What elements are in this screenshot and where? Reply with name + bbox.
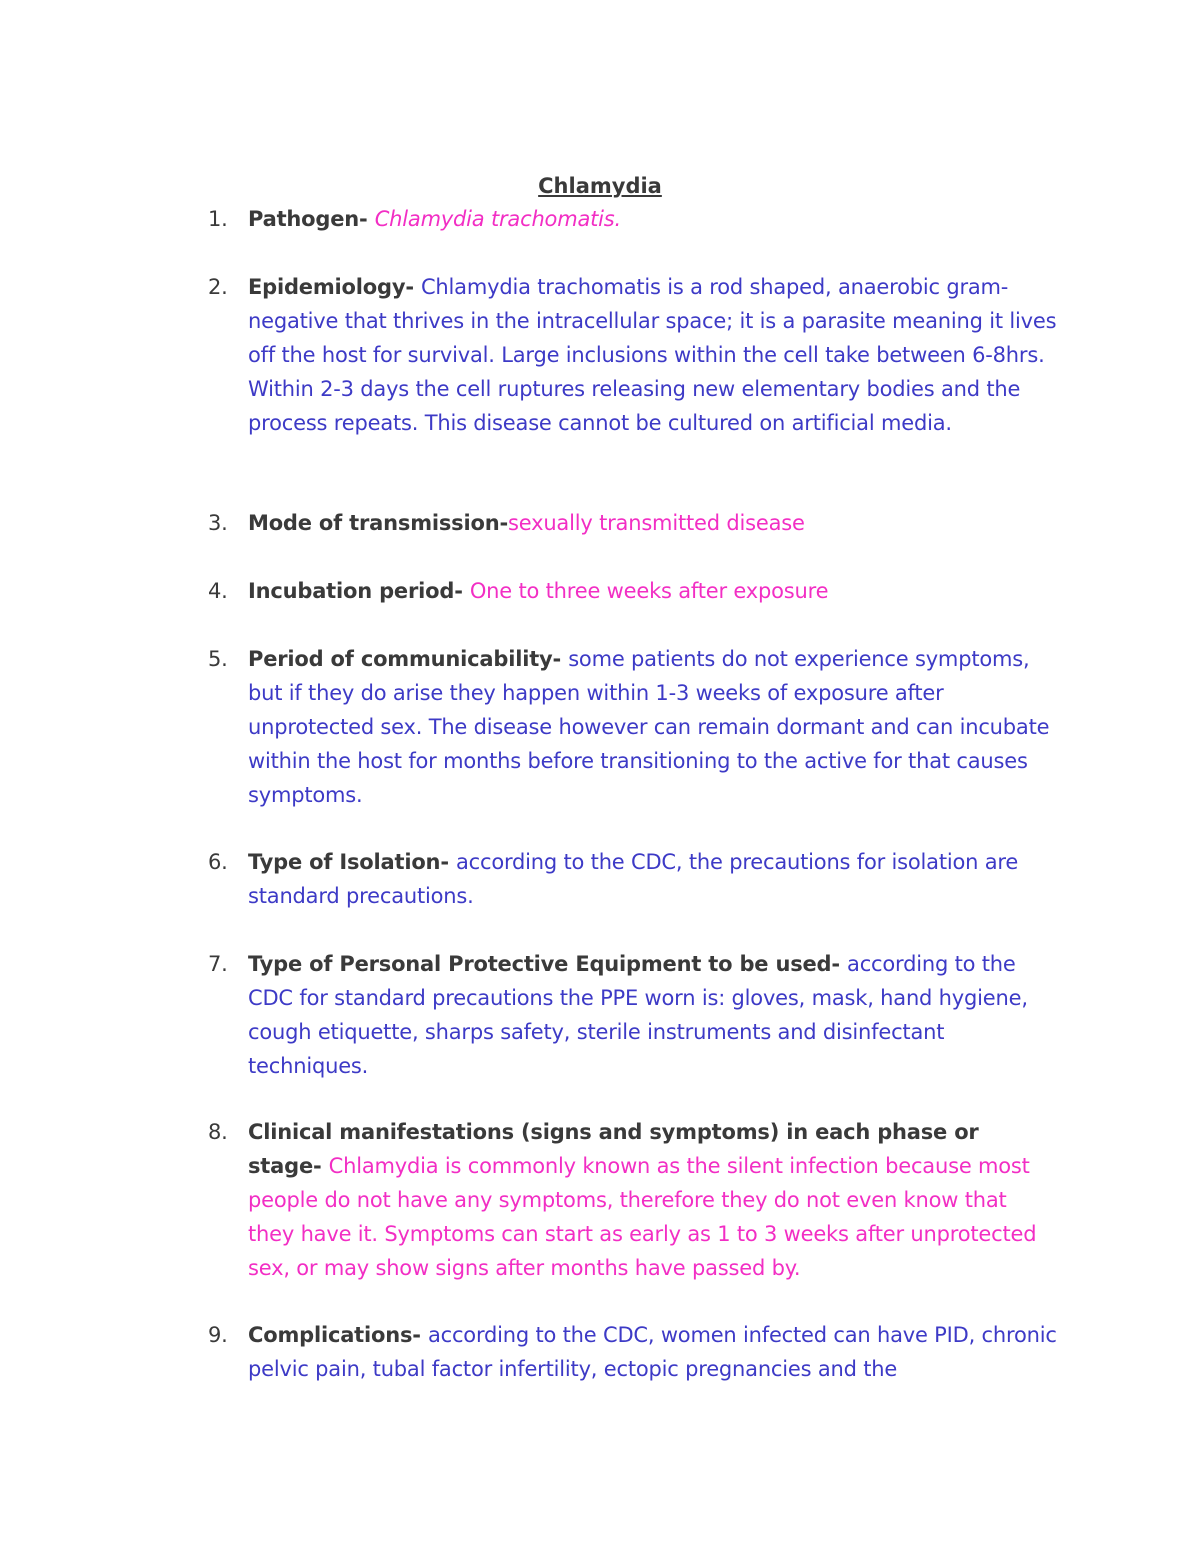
list-item-epidemiology: 2. Epidemiology- Chlamydia trachomatis is a rod shaped, anaerobic gram-negative that thrives in the intracellular space; it is a parasite meaning it lives off the host for survival. Large inclusions within the cell take between 6-8hrs. Within 2-3 days the cell ruptures releasing new elementary bodies and the process repeats. This disease cannot be cultured on artificial media.: [248, 270, 1058, 440]
list-item-transmission: 3. Mode of transmission-sexually transmitted disease: [248, 506, 1058, 540]
item-text: according to the CDC, the precautions for isolation are standard precautions.: [248, 850, 1019, 908]
list-number: 1.: [208, 207, 228, 231]
list-number: 5.: [208, 647, 228, 671]
list-number: 9.: [208, 1323, 228, 1347]
list-number: 7.: [208, 952, 228, 976]
item-text: some patients do not experience symptoms, but if they do arise they happen within 1-3 weeks of exposure after unprotected sex. The disease however can remain dormant and can incubate within the host for months before transitioning to the active for that causes symptoms.: [248, 647, 1050, 807]
item-label: Clinical manifestations (signs and symptoms) in each phase or stage-: [248, 1120, 979, 1178]
item-label: Epidemiology: [248, 275, 406, 299]
list-item-clinical: [208, 1115, 1058, 1285]
item-text: Chlamydia trachomatis.: [374, 207, 622, 231]
list-item-incubation: 4. Incubation period- One to three weeks after exposure: [248, 574, 1058, 608]
list-number: 3.: [208, 511, 228, 535]
item-label: Mode of transmission: [248, 511, 500, 535]
page-title: Chlamydia: [538, 174, 662, 198]
list-number: 6.: [208, 850, 228, 874]
list-number: 8.: [208, 1120, 228, 1144]
list-number: 2.: [208, 275, 228, 299]
item-text: according to the CDC for standard precautions the PPE worn is: gloves, mask, hand hygiene, cough etiquette, sharps safety, sterile instruments and disinfectant techniques.: [248, 952, 1028, 1078]
list-item-ppe: [208, 947, 1058, 1083]
list-item-communicability: 5. Period of communicability- some patients do not experience symptoms, but if they do arise they happen within 1-3 weeks of exposure after unprotected sex. The disease however can remain dormant and can incubate within the host for months before transitioning to the active for that causes symptoms.: [248, 642, 1058, 812]
item-label: Type of Personal Protective Equipment to be used-: [248, 952, 840, 976]
list-item-pathogen: 1. Pathogen- Chlamydia trachomatis.: [248, 202, 1058, 236]
item-text: sexually transmitted disease: [508, 511, 805, 535]
item-label: Complications-: [248, 1323, 421, 1347]
list-item-complications: [208, 1318, 1058, 1386]
item-text: Chlamydia trachomatis is a rod shaped, anaerobic gram-negative that thrives in the intracellular space; it is a parasite meaning it lives off the host for survival. Large inclusions within the cell take between 6-8hrs. Within 2-3 days the cell ruptures releasing new elementary bodies and the process repeats. This disease cannot be cultured on artificial media.: [248, 275, 1057, 435]
item-label: Period of communicability: [248, 647, 553, 671]
list-number: 4.: [208, 579, 228, 603]
item-text: Chlamydia is commonly known as the silent infection because most people do not have any symptoms, therefore they do not even know that they have it. Symptoms can start as early as 1 to 3 weeks after unprotected sex, or may show signs after months have passed by.: [248, 1154, 1037, 1280]
list-item-isolation: 6. Type of Isolation- according to the CDC, the precautions for isolation are standard precautions.: [248, 845, 1058, 913]
item-text: One to three weeks after exposure: [469, 579, 829, 603]
item-label: Incubation period: [248, 579, 455, 603]
item-label: Pathogen: [248, 207, 360, 231]
item-text: according to the CDC, women infected can have PID, chronic pelvic pain, tubal factor infertility, ectopic pregnancies and the: [248, 1323, 1057, 1381]
item-label: Type of Isolation: [248, 850, 441, 874]
